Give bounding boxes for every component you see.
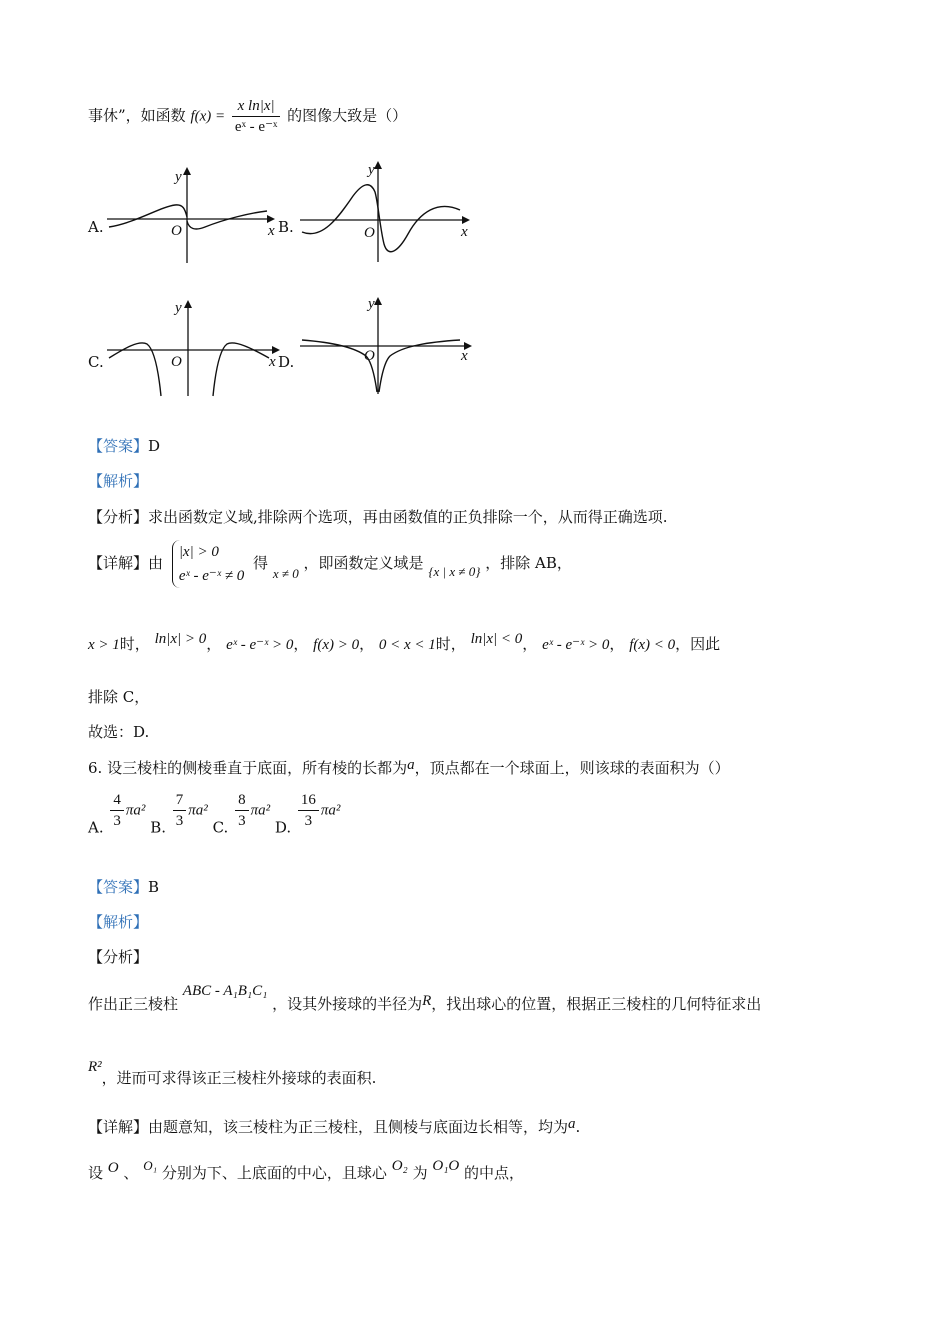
axis-y-label: y (175, 169, 182, 185)
case-shi-1: 时， (119, 635, 150, 653)
q6-option-b-num: 7 (173, 790, 187, 811)
point-o1: O₁ (143, 1158, 158, 1173)
dun-hao: 、 (123, 1164, 139, 1182)
axis-x-label: x (269, 354, 276, 370)
ln-positive: ln|x| > 0 (154, 631, 207, 647)
q6-last-line (88, 1158, 525, 1184)
exp-diff-positive-2: eˣ - e⁻ˣ > 0 (542, 637, 610, 653)
origin-label: O (171, 354, 182, 370)
q6-option-d-num: 16 (298, 790, 319, 811)
q6-option-d-fraction (298, 790, 319, 831)
q6-fenxi-tag: 【分析】 (88, 948, 149, 966)
point-o2: O₂ (391, 1158, 408, 1174)
case-shi-2: 时， (435, 635, 466, 653)
fenxi-text: 求出函数定义域,排除两个选项，再由函数值的正负排除一个，从而得正确选项. (148, 508, 668, 526)
q5-analysis-tag: 【解析】 (88, 472, 149, 490)
graph-option-a (105, 165, 275, 265)
case-0-lt-x-lt-1: 0 < x < 1 (378, 637, 436, 653)
q5-fenxi (88, 507, 668, 527)
answer-value: B (148, 878, 160, 896)
detail-tag: 【详解】 (88, 554, 149, 572)
question-6-stem (88, 758, 730, 779)
segment-o1o: O₁O (432, 1158, 460, 1174)
q6-fenxi-b: ，设其外接球的半径为 (272, 995, 423, 1013)
stem-prefix: 事休”，如函数 (88, 106, 186, 125)
option-b-label: B. (278, 218, 294, 236)
question-5-stem (88, 96, 407, 137)
option-d-label: D. (278, 353, 295, 371)
q6-fenxi-c: ，找出球心的位置，根据正三棱柱的几何特征求出 (431, 995, 762, 1013)
q6-last-t2: 的中点， (464, 1164, 525, 1182)
answer-tag: 【答案】 (88, 878, 149, 896)
q6-option-b-pia: πa² (188, 802, 208, 819)
q6-option-a-fraction (110, 790, 124, 831)
f-positive: f(x) > 0 (313, 637, 360, 653)
axis-x-label: x (268, 223, 275, 239)
graph-option-c (105, 298, 280, 398)
q5-choose: 故选：D. (88, 723, 150, 741)
q6-stem-a: 6. 设三棱柱的侧棱垂直于底面，所有棱的长都为 (88, 759, 408, 777)
fenxi-tag: 【分析】 (88, 508, 149, 526)
q6-option-d-den: 3 (304, 813, 313, 829)
origin-label: O (364, 348, 375, 364)
question-6-options (88, 790, 340, 838)
ln-negative: ln|x| < 0 (470, 631, 523, 647)
origin-label: O (364, 225, 375, 241)
axis-y-label: y (368, 296, 375, 312)
case-therefore: ，因此 (675, 635, 721, 653)
q6-fenxi2-text: ，进而可求得该正三棱柱外接球的表面积. (101, 1069, 377, 1087)
q5-case-analysis: x > 1时， ln|x| > 0， eˣ - e⁻ˣ > 0， f(x) > 0， 0 < x < 1时， ln|x| < 0， eˣ - e⁻ˣ > 0， f(x) < 0，因此 (88, 631, 721, 653)
option-c-label: C. (88, 353, 104, 371)
q6-option-a-label: A. (88, 818, 104, 837)
case-x-gt-1: x > 1 (88, 637, 120, 653)
q6-fenxi-line1 (88, 983, 762, 1015)
q6-analysis-tag: 【解析】 (88, 913, 149, 931)
answer-tag: 【答案】 (88, 437, 149, 455)
q6-option-c-pia: πa² (250, 802, 271, 819)
radius-r: R (422, 993, 432, 1009)
condition-system (172, 540, 244, 588)
q5-exclude-c: 排除 C， (88, 688, 150, 706)
f-negative: f(x) < 0 (629, 637, 676, 653)
q6-option-c-fraction (235, 790, 249, 831)
axis-y-label: y (368, 162, 375, 178)
origin-label: O (171, 223, 182, 239)
q6-stem-b: ，顶点都在一个球面上，则该球的表面积为（） (414, 759, 730, 777)
axis-x-label: x (461, 224, 468, 240)
answer-value: D (148, 437, 161, 455)
option-a-label: A. (88, 218, 104, 236)
q6-last-t1: 分别为下、上底面的中心，且球心 (161, 1164, 387, 1182)
detail-tag: 【详解】 (88, 1118, 149, 1136)
q6-option-c-den: 3 (238, 813, 246, 829)
q6-option-a-pia: πa² (125, 802, 146, 819)
wei: 为 (412, 1164, 428, 1182)
q6-option-b-fraction (173, 790, 187, 831)
prism-name: ABC - A₁B₁C₁ (182, 983, 268, 999)
q6-option-b-den: 3 (175, 813, 184, 829)
function-lhs: f(x) = (190, 108, 226, 125)
q6-fenxi-line2 (88, 1059, 377, 1089)
graph-option-b (298, 158, 470, 264)
q6-option-a-den: 3 (113, 813, 121, 829)
domain-set: {x | x ≠ 0} (428, 564, 481, 579)
detail-you: 由 (148, 554, 164, 572)
q6-option-a-num: 4 (110, 790, 124, 811)
q6-var-a: a (407, 757, 415, 773)
condition-2: eˣ - e⁻ˣ ≠ 0 (178, 568, 245, 584)
q6-option-d-label: D. (274, 818, 292, 837)
q6-answer (88, 877, 159, 897)
q6-option-d-pia: πa² (320, 802, 341, 819)
q5-answer (88, 436, 160, 456)
detail-result: x ≠ 0 (272, 566, 299, 581)
exp-diff-positive-1: eˣ - e⁻ˣ > 0 (226, 637, 294, 653)
condition-1: |x| > 0 (178, 544, 219, 560)
graph-option-d (298, 294, 472, 396)
detail-mid: ，即函数定义域是 (303, 554, 424, 572)
radius-squared: R² (88, 1059, 102, 1075)
q5-detail (88, 540, 572, 588)
detail-de: 得 (253, 554, 269, 572)
detail-end: ，排除 AB， (485, 554, 572, 572)
q6-detail (88, 1117, 580, 1138)
function-numerator: x ln|x| (232, 96, 280, 117)
q6-detail-end: . (575, 1118, 581, 1136)
q6-option-c-num: 8 (235, 790, 249, 811)
stem-suffix: 的图像大致是（） (287, 106, 408, 125)
q6-option-c-label: C. (212, 818, 229, 837)
point-o: O (107, 1160, 119, 1176)
q6-fenxi-a: 作出正三棱柱 (88, 995, 179, 1013)
q6-option-b-label: B. (150, 818, 166, 837)
q6-detail-text: 由题意知，该三棱柱为正三棱柱，且侧棱与底面边长相等，均为 (148, 1118, 569, 1136)
function-denominator: eˣ - e⁻ˣ (234, 119, 278, 135)
axis-y-label: y (175, 300, 182, 316)
she: 设 (88, 1164, 104, 1182)
axis-x-label: x (461, 348, 468, 364)
q6-detail-a: a (568, 1116, 576, 1132)
function-fraction (232, 96, 280, 137)
